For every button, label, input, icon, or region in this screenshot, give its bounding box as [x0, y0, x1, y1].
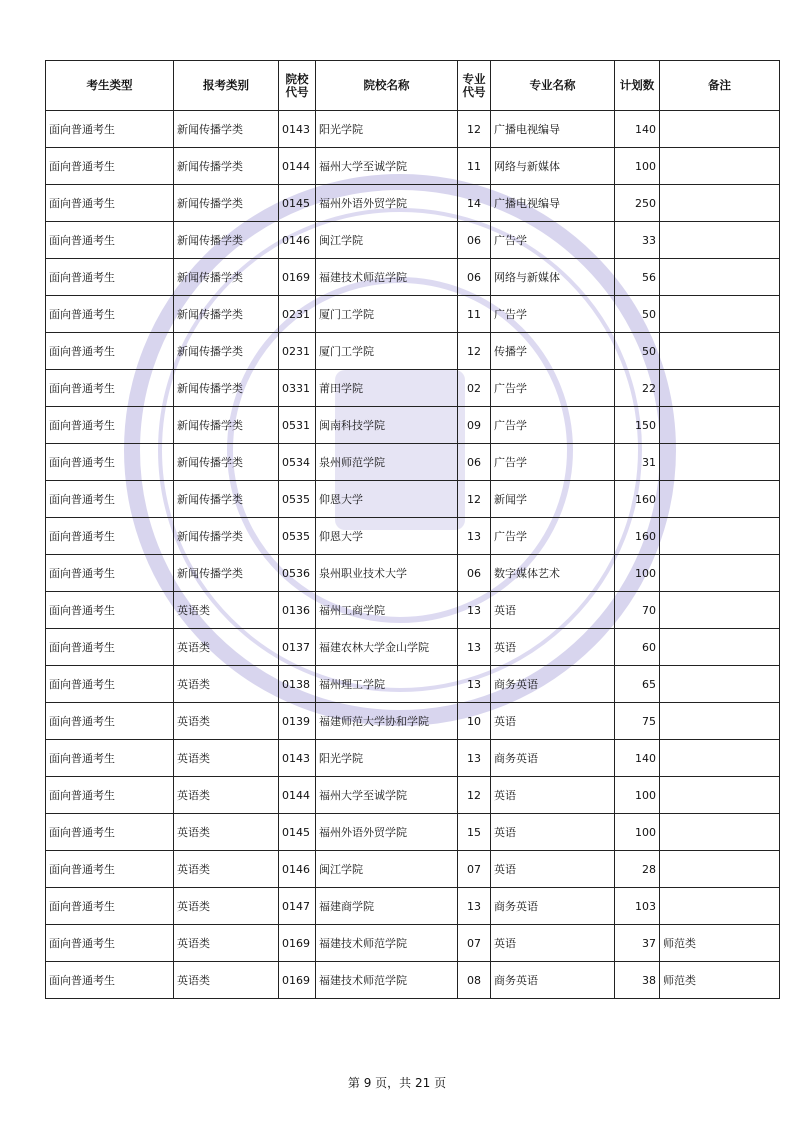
cell-major-code: 06 [458, 259, 491, 296]
cell-school-name: 闽南科技学院 [316, 407, 458, 444]
cell-major-name: 英语 [491, 777, 615, 814]
cell-school-name: 福州外语外贸学院 [316, 185, 458, 222]
cell-category: 英语类 [174, 814, 279, 851]
cell-major-name: 新闻学 [491, 481, 615, 518]
table-row [46, 444, 780, 481]
table-row [46, 370, 780, 407]
table-row [46, 925, 780, 962]
cell-major-name: 广告学 [491, 222, 615, 259]
cell-major-code: 08 [458, 962, 491, 999]
cell-school-name: 仰恩大学 [316, 518, 458, 555]
cell-student-type: 面向普通考生 [46, 703, 174, 740]
cell-category: 新闻传播学类 [174, 481, 279, 518]
cell-school-name: 福州大学至诚学院 [316, 148, 458, 185]
cell-school-name: 福州大学至诚学院 [316, 777, 458, 814]
cell-school-name: 福建技术师范学院 [316, 259, 458, 296]
cell-category: 新闻传播学类 [174, 555, 279, 592]
table-row [46, 555, 780, 592]
cell-remarks [660, 481, 780, 518]
cell-major-code: 13 [458, 592, 491, 629]
cell-school-name: 阳光学院 [316, 111, 458, 148]
cell-remarks: 师范类 [660, 925, 780, 962]
cell-remarks [660, 148, 780, 185]
cell-school-code: 0138 [279, 666, 316, 703]
table-row [46, 740, 780, 777]
cell-school-code: 0169 [279, 259, 316, 296]
table-row [46, 222, 780, 259]
cell-major-name: 商务英语 [491, 666, 615, 703]
cell-major-code: 07 [458, 925, 491, 962]
cell-major-code: 09 [458, 407, 491, 444]
cell-student-type: 面向普通考生 [46, 444, 174, 481]
cell-category: 新闻传播学类 [174, 296, 279, 333]
cell-plan-count: 140 [615, 111, 660, 148]
cell-category: 英语类 [174, 962, 279, 999]
cell-plan-count: 28 [615, 851, 660, 888]
cell-remarks [660, 851, 780, 888]
cell-plan-count: 100 [615, 777, 660, 814]
cell-major-code: 15 [458, 814, 491, 851]
cell-student-type: 面向普通考生 [46, 925, 174, 962]
cell-school-code: 0534 [279, 444, 316, 481]
cell-major-name: 传播学 [491, 333, 615, 370]
cell-remarks [660, 296, 780, 333]
cell-major-code: 10 [458, 703, 491, 740]
cell-school-code: 0169 [279, 962, 316, 999]
cell-school-name: 闽江学院 [316, 851, 458, 888]
cell-remarks [660, 666, 780, 703]
cell-major-code: 13 [458, 518, 491, 555]
cell-major-name: 广告学 [491, 296, 615, 333]
table-row [46, 703, 780, 740]
cell-school-name: 福建技术师范学院 [316, 925, 458, 962]
cell-major-code: 06 [458, 222, 491, 259]
cell-school-name: 泉州师范学院 [316, 444, 458, 481]
cell-plan-count: 160 [615, 518, 660, 555]
cell-school-name: 莆田学院 [316, 370, 458, 407]
header-remarks: 备注 [660, 61, 780, 111]
cell-school-name: 厦门工学院 [316, 296, 458, 333]
table-row [46, 407, 780, 444]
cell-student-type: 面向普通考生 [46, 851, 174, 888]
table-row [46, 148, 780, 185]
cell-school-code: 0143 [279, 740, 316, 777]
cell-student-type: 面向普通考生 [46, 296, 174, 333]
cell-major-code: 06 [458, 444, 491, 481]
cell-plan-count: 100 [615, 814, 660, 851]
cell-major-name: 商务英语 [491, 740, 615, 777]
cell-school-name: 福州工商学院 [316, 592, 458, 629]
cell-major-name: 广告学 [491, 444, 615, 481]
cell-remarks [660, 185, 780, 222]
cell-major-name: 商务英语 [491, 962, 615, 999]
cell-school-name: 福建商学院 [316, 888, 458, 925]
cell-major-code: 12 [458, 111, 491, 148]
cell-school-code: 0169 [279, 925, 316, 962]
cell-school-code: 0535 [279, 518, 316, 555]
header-school-code: 院校代号 [279, 61, 316, 111]
cell-remarks [660, 777, 780, 814]
table-row [46, 185, 780, 222]
cell-major-name: 英语 [491, 851, 615, 888]
cell-plan-count: 37 [615, 925, 660, 962]
cell-major-code: 06 [458, 555, 491, 592]
cell-plan-count: 50 [615, 296, 660, 333]
table-row [46, 481, 780, 518]
cell-plan-count: 103 [615, 888, 660, 925]
cell-major-name: 广告学 [491, 407, 615, 444]
table-row [46, 814, 780, 851]
cell-remarks [660, 555, 780, 592]
cell-school-code: 0146 [279, 222, 316, 259]
cell-category: 新闻传播学类 [174, 444, 279, 481]
cell-plan-count: 65 [615, 666, 660, 703]
cell-school-name: 阳光学院 [316, 740, 458, 777]
cell-student-type: 面向普通考生 [46, 962, 174, 999]
table-row [46, 259, 780, 296]
table-header-row [46, 61, 780, 111]
cell-remarks [660, 259, 780, 296]
table-row [46, 629, 780, 666]
cell-category: 新闻传播学类 [174, 222, 279, 259]
cell-major-code: 13 [458, 740, 491, 777]
cell-student-type: 面向普通考生 [46, 555, 174, 592]
cell-school-code: 0139 [279, 703, 316, 740]
cell-school-code: 0146 [279, 851, 316, 888]
cell-remarks [660, 740, 780, 777]
cell-remarks: 师范类 [660, 962, 780, 999]
cell-remarks [660, 222, 780, 259]
cell-student-type: 面向普通考生 [46, 370, 174, 407]
cell-school-name: 福州理工学院 [316, 666, 458, 703]
cell-category: 新闻传播学类 [174, 185, 279, 222]
cell-major-name: 广播电视编导 [491, 111, 615, 148]
header-school-name: 院校名称 [316, 61, 458, 111]
cell-school-name: 闽江学院 [316, 222, 458, 259]
cell-school-code: 0231 [279, 333, 316, 370]
enrollment-plan-table [45, 60, 780, 999]
cell-student-type: 面向普通考生 [46, 666, 174, 703]
cell-plan-count: 38 [615, 962, 660, 999]
cell-student-type: 面向普通考生 [46, 148, 174, 185]
cell-school-code: 0137 [279, 629, 316, 666]
cell-school-name: 福州外语外贸学院 [316, 814, 458, 851]
cell-plan-count: 60 [615, 629, 660, 666]
table-row [46, 666, 780, 703]
table-row [46, 851, 780, 888]
cell-major-code: 12 [458, 333, 491, 370]
header-major-code: 专业代号 [458, 61, 491, 111]
cell-major-code: 13 [458, 666, 491, 703]
cell-school-code: 0145 [279, 185, 316, 222]
cell-school-code: 0231 [279, 296, 316, 333]
cell-student-type: 面向普通考生 [46, 740, 174, 777]
cell-category: 新闻传播学类 [174, 259, 279, 296]
cell-remarks [660, 111, 780, 148]
cell-major-name: 英语 [491, 925, 615, 962]
cell-school-code: 0144 [279, 777, 316, 814]
table-row [46, 592, 780, 629]
cell-plan-count: 100 [615, 148, 660, 185]
cell-category: 英语类 [174, 777, 279, 814]
cell-category: 新闻传播学类 [174, 518, 279, 555]
cell-major-name: 英语 [491, 592, 615, 629]
cell-student-type: 面向普通考生 [46, 592, 174, 629]
cell-major-name: 英语 [491, 703, 615, 740]
cell-plan-count: 250 [615, 185, 660, 222]
cell-plan-count: 31 [615, 444, 660, 481]
cell-major-name: 数字媒体艺术 [491, 555, 615, 592]
cell-plan-count: 50 [615, 333, 660, 370]
cell-category: 新闻传播学类 [174, 111, 279, 148]
header-category: 报考类别 [174, 61, 279, 111]
cell-major-name: 英语 [491, 814, 615, 851]
table-row [46, 888, 780, 925]
cell-remarks [660, 888, 780, 925]
table-body [46, 111, 780, 999]
cell-remarks [660, 407, 780, 444]
cell-student-type: 面向普通考生 [46, 111, 174, 148]
cell-school-name: 仰恩大学 [316, 481, 458, 518]
cell-category: 新闻传播学类 [174, 370, 279, 407]
cell-major-code: 12 [458, 481, 491, 518]
cell-category: 英语类 [174, 851, 279, 888]
cell-category: 新闻传播学类 [174, 148, 279, 185]
cell-student-type: 面向普通考生 [46, 185, 174, 222]
cell-student-type: 面向普通考生 [46, 814, 174, 851]
cell-student-type: 面向普通考生 [46, 222, 174, 259]
cell-student-type: 面向普通考生 [46, 777, 174, 814]
cell-major-name: 广播电视编导 [491, 185, 615, 222]
cell-category: 新闻传播学类 [174, 333, 279, 370]
cell-plan-count: 56 [615, 259, 660, 296]
cell-major-code: 13 [458, 888, 491, 925]
table-row [46, 962, 780, 999]
table-row [46, 777, 780, 814]
cell-major-name: 网络与新媒体 [491, 148, 615, 185]
cell-major-code: 02 [458, 370, 491, 407]
cell-school-code: 0331 [279, 370, 316, 407]
cell-category: 英语类 [174, 925, 279, 962]
table-row [46, 111, 780, 148]
cell-remarks [660, 370, 780, 407]
cell-plan-count: 160 [615, 481, 660, 518]
cell-remarks [660, 703, 780, 740]
cell-school-name: 福建技术师范学院 [316, 962, 458, 999]
cell-category: 新闻传播学类 [174, 407, 279, 444]
table-row [46, 296, 780, 333]
cell-remarks [660, 333, 780, 370]
cell-school-code: 0136 [279, 592, 316, 629]
cell-major-name: 商务英语 [491, 888, 615, 925]
cell-remarks [660, 444, 780, 481]
cell-major-name: 广告学 [491, 370, 615, 407]
cell-student-type: 面向普通考生 [46, 333, 174, 370]
cell-plan-count: 22 [615, 370, 660, 407]
cell-major-name: 网络与新媒体 [491, 259, 615, 296]
cell-plan-count: 33 [615, 222, 660, 259]
cell-school-name: 福建农林大学金山学院 [316, 629, 458, 666]
cell-student-type: 面向普通考生 [46, 259, 174, 296]
cell-student-type: 面向普通考生 [46, 629, 174, 666]
cell-major-code: 13 [458, 629, 491, 666]
cell-school-code: 0147 [279, 888, 316, 925]
table-row [46, 333, 780, 370]
cell-school-code: 0536 [279, 555, 316, 592]
cell-school-code: 0531 [279, 407, 316, 444]
cell-school-code: 0144 [279, 148, 316, 185]
cell-plan-count: 75 [615, 703, 660, 740]
cell-plan-count: 70 [615, 592, 660, 629]
header-major-name: 专业名称 [491, 61, 615, 111]
cell-category: 英语类 [174, 629, 279, 666]
cell-student-type: 面向普通考生 [46, 481, 174, 518]
cell-major-code: 12 [458, 777, 491, 814]
cell-major-code: 14 [458, 185, 491, 222]
cell-major-name: 广告学 [491, 518, 615, 555]
cell-plan-count: 150 [615, 407, 660, 444]
cell-category: 英语类 [174, 740, 279, 777]
cell-school-name: 厦门工学院 [316, 333, 458, 370]
cell-remarks [660, 592, 780, 629]
cell-student-type: 面向普通考生 [46, 888, 174, 925]
page-number: 第 9 页，共 21 页 [347, 1076, 447, 1090]
cell-major-code: 11 [458, 296, 491, 333]
cell-major-name: 英语 [491, 629, 615, 666]
table-row [46, 518, 780, 555]
cell-category: 英语类 [174, 592, 279, 629]
cell-plan-count: 100 [615, 555, 660, 592]
header-plan-count: 计划数 [615, 61, 660, 111]
cell-category: 英语类 [174, 666, 279, 703]
cell-category: 英语类 [174, 888, 279, 925]
header-student-type: 考生类型 [46, 61, 174, 111]
cell-major-code: 11 [458, 148, 491, 185]
cell-student-type: 面向普通考生 [46, 407, 174, 444]
cell-student-type: 面向普通考生 [46, 518, 174, 555]
cell-category: 英语类 [174, 703, 279, 740]
cell-major-code: 07 [458, 851, 491, 888]
cell-school-name: 福建师范大学协和学院 [316, 703, 458, 740]
cell-school-code: 0535 [279, 481, 316, 518]
cell-plan-count: 140 [615, 740, 660, 777]
cell-school-name: 泉州职业技术大学 [316, 555, 458, 592]
cell-remarks [660, 518, 780, 555]
cell-remarks [660, 629, 780, 666]
cell-school-code: 0143 [279, 111, 316, 148]
cell-school-code: 0145 [279, 814, 316, 851]
cell-remarks [660, 814, 780, 851]
